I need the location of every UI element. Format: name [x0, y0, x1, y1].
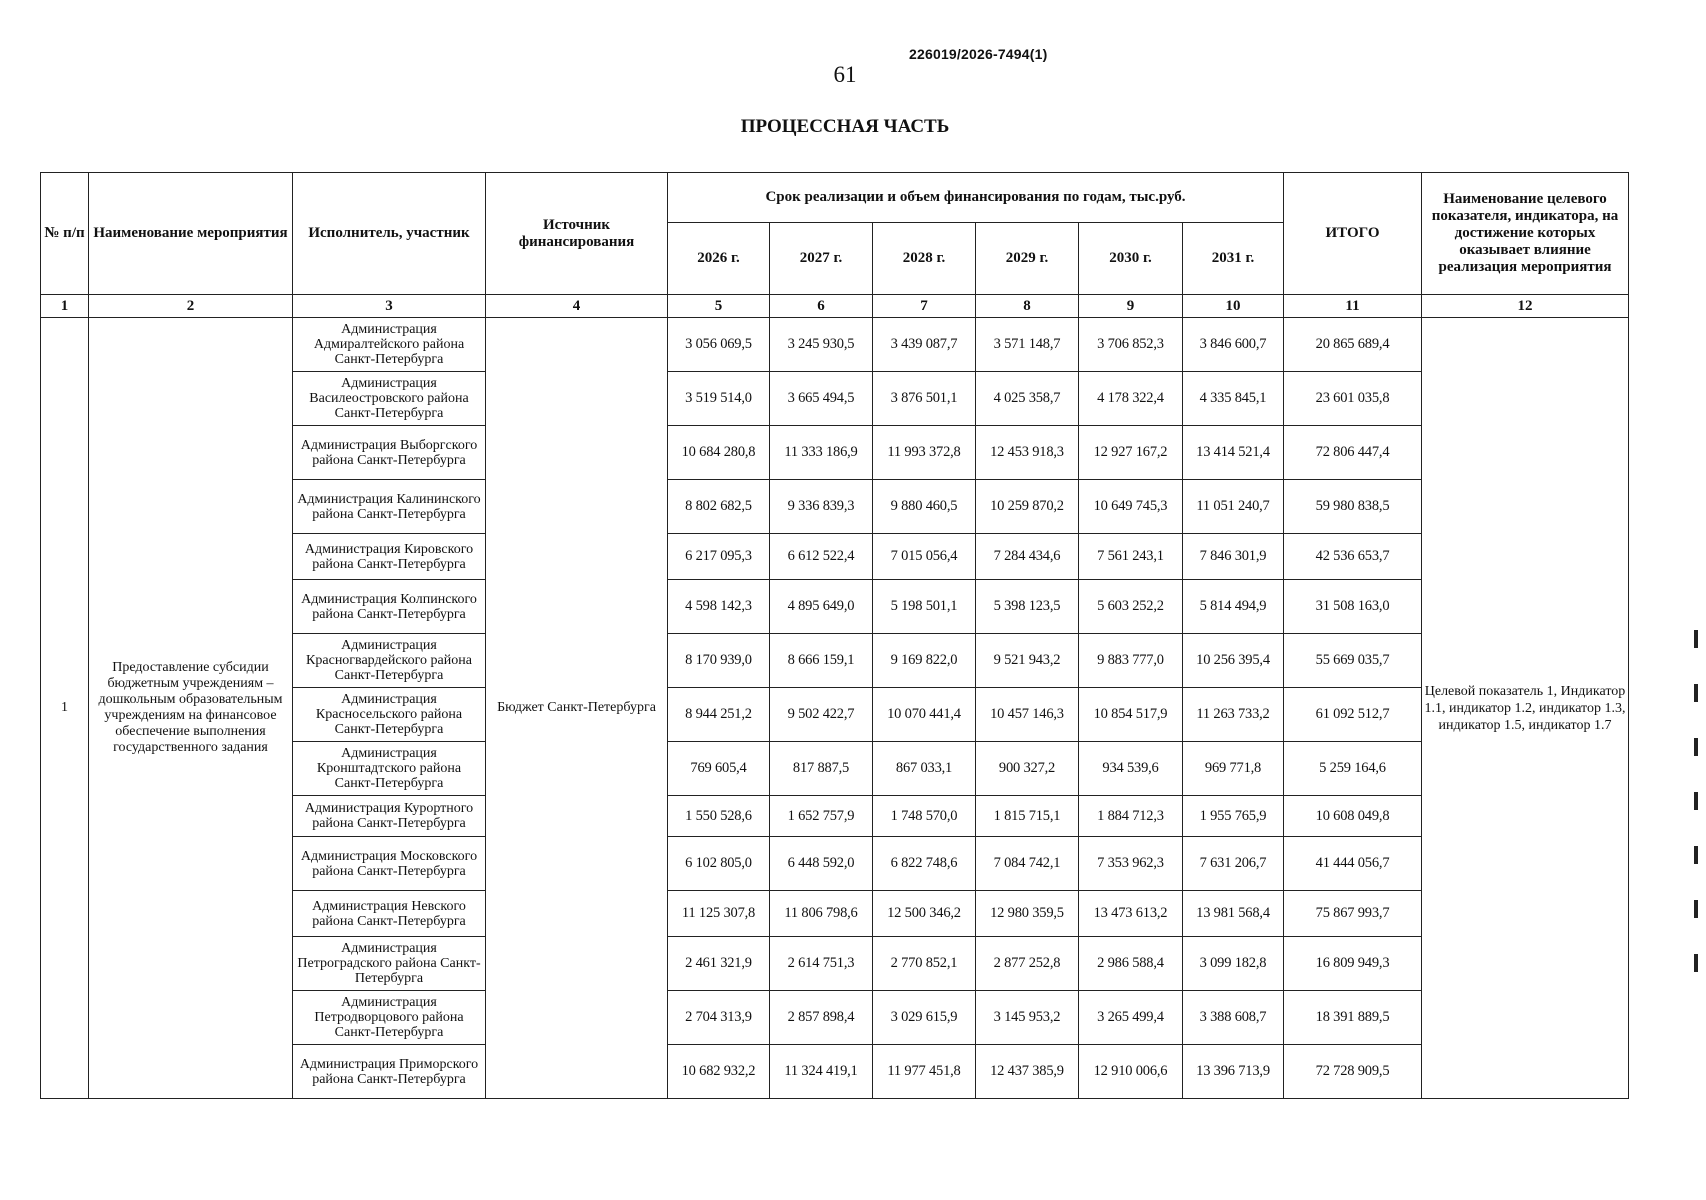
value-cell: 2 877 252,8 — [976, 937, 1079, 991]
value-cell: 3 876 501,1 — [873, 372, 976, 426]
value-cell: 8 170 939,0 — [668, 634, 770, 688]
value-cell: 3 265 499,4 — [1079, 991, 1183, 1045]
value-cell: 1 955 765,9 — [1183, 796, 1284, 837]
header-num: № п/п — [41, 173, 89, 295]
value-cell: 12 500 346,2 — [873, 891, 976, 937]
value-cell: 11 993 372,8 — [873, 426, 976, 480]
margin-mark — [1694, 900, 1698, 918]
value-cell: 10 259 870,2 — [976, 480, 1079, 534]
value-cell: 3 846 600,7 — [1183, 318, 1284, 372]
total-cell: 61 092 512,7 — [1284, 688, 1422, 742]
value-cell: 10 070 441,4 — [873, 688, 976, 742]
value-cell: 13 473 613,2 — [1079, 891, 1183, 937]
total-cell: 16 809 949,3 — [1284, 937, 1422, 991]
value-cell: 6 822 748,6 — [873, 837, 976, 891]
value-cell: 2 704 313,9 — [668, 991, 770, 1045]
value-cell: 1 815 715,1 — [976, 796, 1079, 837]
value-cell: 3 519 514,0 — [668, 372, 770, 426]
header-year: 2030 г. — [1079, 223, 1183, 295]
value-cell: 8 802 682,5 — [668, 480, 770, 534]
value-cell: 1 884 712,3 — [1079, 796, 1183, 837]
value-cell: 7 561 243,1 — [1079, 534, 1183, 580]
value-cell: 3 439 087,7 — [873, 318, 976, 372]
value-cell: 11 333 186,9 — [770, 426, 873, 480]
value-cell: 6 612 522,4 — [770, 534, 873, 580]
value-cell: 2 614 751,3 — [770, 937, 873, 991]
col-number: 5 — [668, 295, 770, 318]
header-year: 2031 г. — [1183, 223, 1284, 295]
value-cell: 13 414 521,4 — [1183, 426, 1284, 480]
value-cell: 7 846 301,9 — [1183, 534, 1284, 580]
total-cell: 41 444 056,7 — [1284, 837, 1422, 891]
value-cell: 5 603 252,2 — [1079, 580, 1183, 634]
value-cell: 7 284 434,6 — [976, 534, 1079, 580]
value-cell: 9 880 460,5 — [873, 480, 976, 534]
total-cell: 10 608 049,8 — [1284, 796, 1422, 837]
value-cell: 4 335 845,1 — [1183, 372, 1284, 426]
page-number: 61 — [833, 62, 857, 87]
value-cell: 7 631 206,7 — [1183, 837, 1284, 891]
col-number: 1 — [41, 295, 89, 318]
value-cell: 10 649 745,3 — [1079, 480, 1183, 534]
col-number: 3 — [293, 295, 486, 318]
value-cell: 900 327,2 — [976, 742, 1079, 796]
value-cell: 5 398 123,5 — [976, 580, 1079, 634]
col-number: 8 — [976, 295, 1079, 318]
value-cell: 3 388 608,7 — [1183, 991, 1284, 1045]
value-cell: 9 336 839,3 — [770, 480, 873, 534]
column-number-row — [41, 295, 1629, 318]
table-row — [41, 318, 1629, 372]
value-cell: 3 706 852,3 — [1079, 318, 1183, 372]
executor-cell: Администрация Курортного района Санкт-Петербурга — [293, 796, 486, 837]
value-cell: 3 099 182,8 — [1183, 937, 1284, 991]
executor-cell: Администрация Василеостровского района Санкт-Петербурга — [293, 372, 486, 426]
value-cell: 4 598 142,3 — [668, 580, 770, 634]
executor-cell: Администрация Кировского района Санкт-Петербурга — [293, 534, 486, 580]
executor-cell: Администрация Выборгского района Санкт-Петербурга — [293, 426, 486, 480]
executor-cell: Администрация Адмиралтейского района Санкт-Петербурга — [293, 318, 486, 372]
value-cell: 6 217 095,3 — [668, 534, 770, 580]
value-cell: 2 770 852,1 — [873, 937, 976, 991]
value-cell: 3 665 494,5 — [770, 372, 873, 426]
value-cell: 12 453 918,3 — [976, 426, 1079, 480]
value-cell: 2 857 898,4 — [770, 991, 873, 1045]
value-cell: 13 981 568,4 — [1183, 891, 1284, 937]
margin-mark — [1694, 846, 1698, 864]
col-number: 11 — [1284, 295, 1422, 318]
activity-cell: Предоставление субсидии бюджетным учреждениям – дошкольным образовательным учреждениям на финансовое обеспечение выполнения государственного задания — [89, 318, 293, 1099]
header-year: 2027 г. — [770, 223, 873, 295]
total-cell: 5 259 164,6 — [1284, 742, 1422, 796]
total-cell: 18 391 889,5 — [1284, 991, 1422, 1045]
total-cell: 42 536 653,7 — [1284, 534, 1422, 580]
value-cell: 4 025 358,7 — [976, 372, 1079, 426]
col-number: 2 — [89, 295, 293, 318]
header-executor: Исполнитель, участник — [293, 173, 486, 295]
margin-mark — [1694, 792, 1698, 810]
indicator-cell: Целевой показатель 1, Индикатор 1.1, индикатор 1.2, индикатор 1.3, индикатор 1.5, индикатор 1.7 — [1422, 318, 1629, 1099]
value-cell: 9 521 943,2 — [976, 634, 1079, 688]
value-cell: 11 125 307,8 — [668, 891, 770, 937]
value-cell: 3 245 930,5 — [770, 318, 873, 372]
header-total: ИТОГО — [1284, 173, 1422, 295]
value-cell: 10 854 517,9 — [1079, 688, 1183, 742]
document-number: 226019/2026-7494(1) — [909, 46, 1048, 62]
margin-mark — [1694, 738, 1698, 756]
total-cell: 23 601 035,8 — [1284, 372, 1422, 426]
total-cell: 59 980 838,5 — [1284, 480, 1422, 534]
total-cell: 72 728 909,5 — [1284, 1045, 1422, 1099]
value-cell: 1 652 757,9 — [770, 796, 873, 837]
value-cell: 3 145 953,2 — [976, 991, 1079, 1045]
executor-cell: Администрация Приморского района Санкт-Петербурга — [293, 1045, 486, 1099]
value-cell: 9 883 777,0 — [1079, 634, 1183, 688]
value-cell: 7 015 056,4 — [873, 534, 976, 580]
col-number: 9 — [1079, 295, 1183, 318]
col-number: 10 — [1183, 295, 1284, 318]
executor-cell: Администрация Красносельского района Санкт-Петербурга — [293, 688, 486, 742]
executor-cell: Администрация Калининского района Санкт-Петербурга — [293, 480, 486, 534]
value-cell: 12 980 359,5 — [976, 891, 1079, 937]
header-year: 2029 г. — [976, 223, 1079, 295]
header-year: 2028 г. — [873, 223, 976, 295]
col-number: 7 — [873, 295, 976, 318]
margin-marks — [1694, 630, 1697, 1008]
margin-mark — [1694, 954, 1698, 972]
value-cell: 8 944 251,2 — [668, 688, 770, 742]
value-cell: 1 748 570,0 — [873, 796, 976, 837]
value-cell: 3 571 148,7 — [976, 318, 1079, 372]
header-year: 2026 г. — [668, 223, 770, 295]
header-source: Источник финансирования — [486, 173, 668, 295]
value-cell: 10 684 280,8 — [668, 426, 770, 480]
col-number: 4 — [486, 295, 668, 318]
value-cell: 1 550 528,6 — [668, 796, 770, 837]
total-cell: 75 867 993,7 — [1284, 891, 1422, 937]
header-indicator: Наименование целевого показателя, индикатора, на достижение которых оказывает влияние реализация мероприятия — [1422, 173, 1629, 295]
value-cell: 8 666 159,1 — [770, 634, 873, 688]
value-cell: 10 256 395,4 — [1183, 634, 1284, 688]
value-cell: 6 448 592,0 — [770, 837, 873, 891]
executor-cell: Администрация Кронштадтского района Санкт-Петербурга — [293, 742, 486, 796]
executor-cell: Администрация Красногвардейского района Санкт-Петербурга — [293, 634, 486, 688]
header-period: Срок реализации и объем финансирования по годам, тыс.руб. — [668, 173, 1284, 223]
executor-cell: Администрация Невского района Санкт-Петербурга — [293, 891, 486, 937]
table-body — [41, 318, 1629, 1099]
row-number: 1 — [41, 318, 89, 1099]
value-cell: 9 169 822,0 — [873, 634, 976, 688]
value-cell: 969 771,8 — [1183, 742, 1284, 796]
value-cell: 867 033,1 — [873, 742, 976, 796]
value-cell: 2 461 321,9 — [668, 937, 770, 991]
source-cell: Бюджет Санкт-Петербурга — [486, 318, 668, 1099]
margin-mark — [1694, 684, 1698, 702]
executor-cell: Администрация Петроградского района Санкт-Петербурга — [293, 937, 486, 991]
value-cell: 10 682 932,2 — [668, 1045, 770, 1099]
total-cell: 55 669 035,7 — [1284, 634, 1422, 688]
page-title: ПРОЦЕССНАЯ ЧАСТЬ — [740, 116, 950, 137]
header-activity: Наименование мероприятия — [89, 173, 293, 295]
total-cell: 20 865 689,4 — [1284, 318, 1422, 372]
value-cell: 11 977 451,8 — [873, 1045, 976, 1099]
value-cell: 11 324 419,1 — [770, 1045, 873, 1099]
value-cell: 6 102 805,0 — [668, 837, 770, 891]
value-cell: 12 927 167,2 — [1079, 426, 1183, 480]
funding-table — [40, 172, 1629, 1099]
value-cell: 13 396 713,9 — [1183, 1045, 1284, 1099]
value-cell: 934 539,6 — [1079, 742, 1183, 796]
value-cell: 4 895 649,0 — [770, 580, 873, 634]
executor-cell: Администрация Петродворцового района Санкт-Петербурга — [293, 991, 486, 1045]
value-cell: 11 806 798,6 — [770, 891, 873, 937]
value-cell: 5 814 494,9 — [1183, 580, 1284, 634]
value-cell: 7 084 742,1 — [976, 837, 1079, 891]
value-cell: 12 437 385,9 — [976, 1045, 1079, 1099]
value-cell: 5 198 501,1 — [873, 580, 976, 634]
value-cell: 2 986 588,4 — [1079, 937, 1183, 991]
value-cell: 3 056 069,5 — [668, 318, 770, 372]
value-cell: 817 887,5 — [770, 742, 873, 796]
table-wrapper — [40, 172, 1629, 1099]
value-cell: 12 910 006,6 — [1079, 1045, 1183, 1099]
value-cell: 9 502 422,7 — [770, 688, 873, 742]
executor-cell: Администрация Московского района Санкт-Петербурга — [293, 837, 486, 891]
value-cell: 11 051 240,7 — [1183, 480, 1284, 534]
col-number: 12 — [1422, 295, 1629, 318]
value-cell: 769 605,4 — [668, 742, 770, 796]
margin-mark — [1694, 630, 1698, 648]
total-cell: 31 508 163,0 — [1284, 580, 1422, 634]
total-cell: 72 806 447,4 — [1284, 426, 1422, 480]
value-cell: 7 353 962,3 — [1079, 837, 1183, 891]
col-number: 6 — [770, 295, 873, 318]
value-cell: 4 178 322,4 — [1079, 372, 1183, 426]
executor-cell: Администрация Колпинского района Санкт-Петербурга — [293, 580, 486, 634]
value-cell: 11 263 733,2 — [1183, 688, 1284, 742]
value-cell: 10 457 146,3 — [976, 688, 1079, 742]
value-cell: 3 029 615,9 — [873, 991, 976, 1045]
